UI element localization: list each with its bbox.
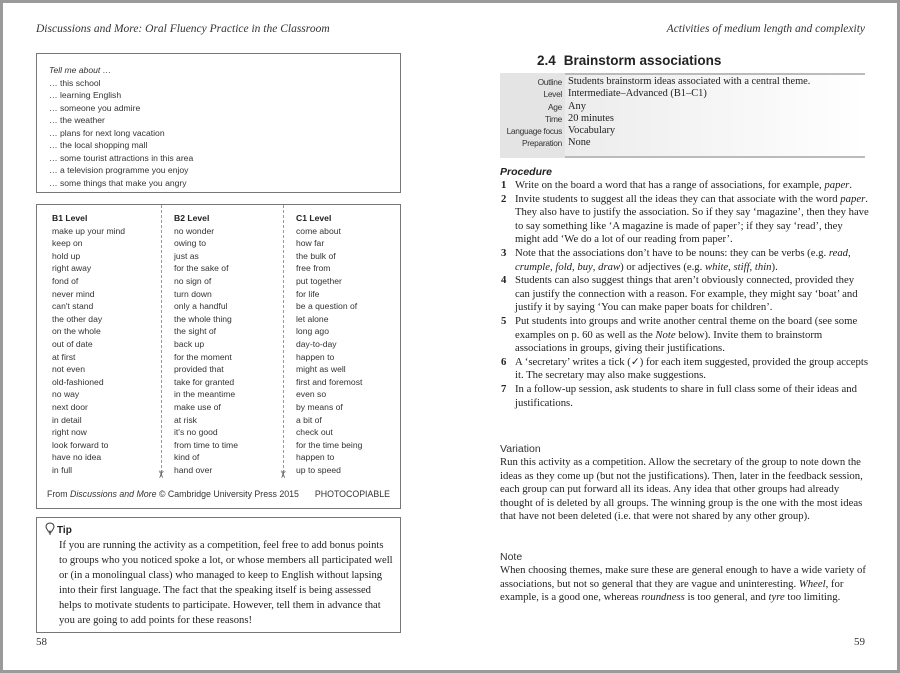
column-heading: B2 Level xyxy=(174,213,210,223)
phrase-item: let alone xyxy=(296,313,329,324)
phrase-item: back up xyxy=(174,338,205,349)
info-label: Preparation xyxy=(522,138,562,149)
phrase-item: right now xyxy=(52,427,87,438)
phrase-item: come about xyxy=(296,225,341,236)
phrase-item: might as well xyxy=(296,364,346,375)
phrase-item: keep on xyxy=(52,238,83,249)
phrase-item: from time to time xyxy=(174,439,238,450)
phrase-item: take for granted xyxy=(174,376,235,387)
phrase-item: never mind xyxy=(52,288,95,299)
phrase-item: out of date xyxy=(52,338,93,349)
phrase-item: kind of xyxy=(174,452,200,463)
phrase-item: the bulk of xyxy=(296,250,336,261)
column-heading: B1 Level xyxy=(52,213,88,223)
step-text: Write on the board a word that has a range of associations, for example, paper. xyxy=(515,179,853,191)
phrase-item: happen to xyxy=(296,452,335,463)
scissors-icon: ✂ xyxy=(276,470,288,479)
tell-box-item: … a television programme you enjoy xyxy=(49,165,189,175)
info-label: Outline xyxy=(537,77,562,87)
step-number: 5 xyxy=(501,314,507,327)
step-number: 3 xyxy=(501,246,507,259)
tell-box-item: … plans for next long vacation xyxy=(49,127,165,138)
tell-box-item: … some things that make you angry xyxy=(49,177,187,188)
phrase-item: at first xyxy=(52,351,76,362)
info-value: Students brainstorm ideas associated with a central theme. xyxy=(568,76,811,87)
copyright-source xyxy=(47,489,299,499)
phrase-item: be a question of xyxy=(296,301,358,312)
phrase-item: the other day xyxy=(52,313,103,324)
variation-heading: Variation xyxy=(500,443,541,455)
phrase-item: for life xyxy=(296,288,320,299)
tip-heading-text: Tip xyxy=(57,524,72,536)
tell-box-title: Tell me about … xyxy=(49,65,112,75)
info-label: Time xyxy=(544,113,562,124)
phrase-item: the sight of xyxy=(174,326,217,337)
phrase-item: hold up xyxy=(52,250,81,261)
phrase-item: only a handful xyxy=(174,301,228,312)
tell-box-item: … this school xyxy=(49,77,101,88)
procedure-step xyxy=(500,193,870,247)
phrase-cards-box xyxy=(36,204,401,509)
phrase-item: just as xyxy=(174,250,199,261)
book-spread xyxy=(3,3,897,670)
procedure-step xyxy=(500,356,870,383)
phrase-item: look forward to xyxy=(52,439,109,450)
phrase-item: old-fashioned xyxy=(52,376,104,387)
phrase-item: first and foremost xyxy=(296,376,363,387)
procedure-heading: Procedure xyxy=(500,166,552,178)
activity-number: 2.4 xyxy=(537,53,556,68)
info-value: None xyxy=(568,137,591,149)
phrase-item: it's no good xyxy=(174,427,218,438)
step-text: Students can also suggest things that aren’t obviously connected, provided they can justify the connection with a reason. For example, they might say ‘boat’ and justify it by saying ‘You can make paper boats for children’. xyxy=(515,274,858,314)
phrase-item: a bit of xyxy=(296,414,322,425)
note-heading: Note xyxy=(500,551,523,563)
phrase-item: at risk xyxy=(174,414,197,425)
tell-box-item: … some tourist attractions in this area xyxy=(49,152,194,163)
tell-box-item: … the local shopping mall xyxy=(49,140,148,150)
phrase-item: how far xyxy=(296,238,325,249)
phrase-item: no sign of xyxy=(174,275,212,286)
phrase-item: long ago xyxy=(296,326,329,337)
phrase-item: even so xyxy=(296,389,327,400)
phrase-item: make use of xyxy=(174,401,221,412)
phrase-item: happen to xyxy=(296,351,335,362)
info-value: Vocabulary xyxy=(568,125,616,137)
left-page xyxy=(3,3,450,670)
phrase-item: hand over xyxy=(174,464,213,475)
step-number: 2 xyxy=(501,192,507,205)
column-b1 xyxy=(52,212,125,476)
phrase-item: free from xyxy=(296,263,331,274)
phrase-item: for the sake of xyxy=(174,263,229,274)
step-number: 1 xyxy=(501,179,507,191)
activity-name: Brainstorm associations xyxy=(563,53,722,68)
phrase-item: for the moment xyxy=(174,351,232,362)
lightbulb-icon xyxy=(45,522,55,538)
tell-me-about-box xyxy=(36,53,401,193)
tip-body: If you are running the activity as a competition, feel free to add bonus points to groups who you noticed spoke a lot, or whose members all participated well or (in a monolingual class) who managed to keep to English without lapsing into their first language. The fact that the speaking itself is being assessed helps to motivate students to participate. However, tell them in advance that you are going to add points for these reasons! xyxy=(59,540,393,626)
info-value: Any xyxy=(568,100,586,112)
procedure-step xyxy=(500,247,870,274)
phrase-item: next door xyxy=(52,401,88,412)
phrase-item: owing to xyxy=(174,238,207,249)
phrase-item: no way xyxy=(52,389,80,400)
phrase-item: the whole thing xyxy=(174,313,232,324)
procedure-step xyxy=(500,274,870,315)
variation-body: Run this activity as a competition. Allow the secretary of the group to note down the ideas as they come up (but not the justifications). Then, later in the feedback session, each group can put forward all its ideas. Any idea that other groups had already thought of is deleted by all groups. The winning group is the one with the most ideas that have not been deleted (i.e. that were not shared by any other group). xyxy=(500,456,863,523)
source-prefix: From xyxy=(47,489,70,499)
phrase-item: check out xyxy=(296,427,333,438)
procedure-step xyxy=(500,315,870,356)
tell-box-item: … the weather xyxy=(49,115,105,125)
running-head-left: Discussions and More: Oral Fluency Practice in the Classroom xyxy=(36,23,330,35)
phrase-item: not even xyxy=(52,364,85,375)
note-body: When choosing themes, make sure these are general enough to have a wide variety of associations, but not so general that they are vague and uninteresting. Wheel, for example, is a good one, whereas roundness is too general, and tyre too limiting. xyxy=(500,564,866,604)
running-head-right: Activities of medium length and complexity xyxy=(666,23,865,35)
info-value: Intermediate–Advanced (B1–C1) xyxy=(568,88,707,100)
phrase-item: by means of xyxy=(296,401,343,412)
page-number-left: 58 xyxy=(36,636,47,648)
phrase-item: in full xyxy=(52,464,73,475)
info-label: Level xyxy=(543,89,562,100)
phrase-item: for the time being xyxy=(296,439,363,450)
info-value: 20 minutes xyxy=(568,112,614,124)
phrase-item: turn down xyxy=(174,288,212,299)
info-labels xyxy=(500,73,565,158)
tell-box-item: … learning English xyxy=(49,90,122,100)
column-c1 xyxy=(296,212,362,476)
procedure-step xyxy=(500,179,870,193)
info-label: Language focus xyxy=(506,126,562,137)
scissors-icon: ✂ xyxy=(154,470,166,479)
phrase-item: have no idea xyxy=(52,452,102,463)
right-page xyxy=(450,3,897,670)
step-number: 4 xyxy=(501,274,507,287)
column-b2 xyxy=(174,212,238,476)
tip-heading xyxy=(45,522,72,538)
source-title: Discussions and More xyxy=(69,489,157,499)
step-text: In a follow-up session, ask students to share in full class some of their ideas and justifications. xyxy=(515,382,857,409)
cut-line xyxy=(161,205,162,473)
step-text: A ‘secretary’ writes a tick (✓) for each item suggested, provided the group accepts it. The secretary may also make suggestions. xyxy=(515,355,868,382)
phrase-item: day-to-day xyxy=(296,338,337,349)
step-text: Put students into groups and write another central theme on the board (see some examples on p. 60 as well as the Note below). Invite them to brainstorm associations in groups, giving their justifications. xyxy=(515,314,858,355)
procedure-steps xyxy=(500,179,870,410)
phrase-item: no wonder xyxy=(174,225,215,236)
phrase-item: in detail xyxy=(52,414,82,425)
step-number: 7 xyxy=(501,382,507,395)
phrase-item: fond of xyxy=(52,275,79,286)
source-suffix: © Cambridge University Press 2015 xyxy=(156,489,299,499)
procedure-step xyxy=(500,383,870,410)
step-text: Note that the associations don’t have to be nouns: they can be verbs (e.g. read, crumple, fold, buy, draw) or adjectives (e.g. white, stiff, thin). xyxy=(515,246,851,273)
phrase-item: put together xyxy=(296,275,342,286)
phrase-item: on the whole xyxy=(52,326,101,337)
column-heading: C1 Level xyxy=(296,213,332,223)
step-text: Invite students to suggest all the ideas they can that associate with the word paper. They also have to justify the association. So if they say ‘magazine’, then they have to say something like ‘A magazine is made of paper’; if they say ‘read’, they might add ‘We do a lot of our reading from paper’. xyxy=(515,192,869,246)
phrase-item: can't stand xyxy=(52,301,94,312)
photocopiable-label: PHOTOCOPIABLE xyxy=(314,489,390,499)
activity-title xyxy=(537,53,721,68)
phrase-item: right away xyxy=(52,263,92,274)
tip-box xyxy=(36,517,401,633)
info-label: Age xyxy=(547,101,562,112)
phrase-item: in the meantime xyxy=(174,389,236,400)
phrase-item: up to speed xyxy=(296,464,341,475)
tell-box-item: … someone you admire xyxy=(49,102,141,113)
phrase-item: make up your mind xyxy=(52,225,126,236)
page-number-right: 59 xyxy=(854,636,865,648)
info-values xyxy=(565,73,865,158)
step-number: 6 xyxy=(501,355,507,368)
phrase-item: provided that xyxy=(174,364,224,375)
activity-info-table xyxy=(500,73,865,158)
cut-line xyxy=(283,205,284,473)
